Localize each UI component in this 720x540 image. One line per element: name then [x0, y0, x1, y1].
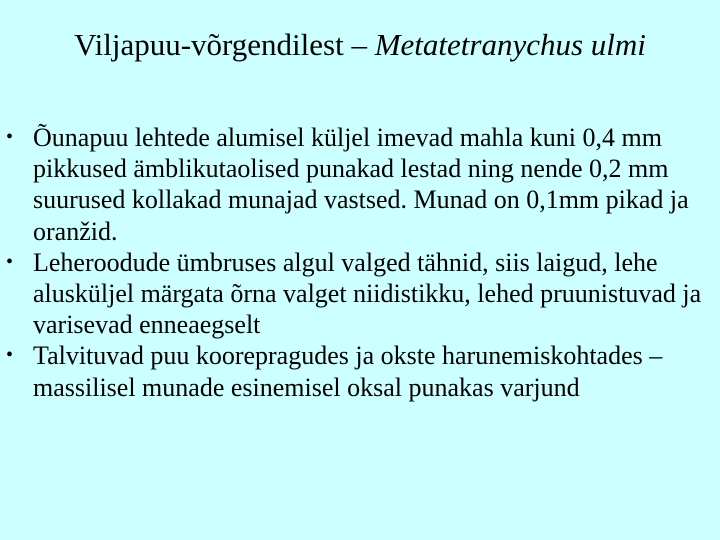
title-latin-name: Metatetranychus ulmi: [374, 27, 646, 62]
bullet-item: [0, 122, 720, 247]
bullet-item: [0, 340, 720, 402]
title-separator: –: [343, 27, 375, 62]
bullet-item: [0, 247, 720, 341]
bullet-dot-icon: •: [6, 344, 14, 367]
bullet-text: Talvituvad puu koorepragudes ja okste harunemiskohtades – massilisel munade esinemisel oksal punakas varjund: [33, 341, 663, 402]
bullet-dot-icon: •: [6, 126, 14, 148]
bullet-dot-icon: •: [6, 250, 14, 273]
bullet-list: [0, 122, 720, 403]
bullet-text: Leheroodude ümbruses algul valged tähnid, siis laigud, lehe alusküljel märgata õrna valget niidistikku, lehed pruunistuvad ja varisevad enneaegselt: [33, 247, 702, 340]
title-common-name: Viljapuu-võrgendilest: [74, 27, 344, 62]
slide-title: [0, 22, 720, 68]
bullet-text: Õunapuu lehtede alumisel küljel imevad mahla kuni 0,4 mm pikkused ämblikutaolised punakad lestad ning nende 0,2 mm suurused kollakad munajad vastsed. Munad on 0,1mm pikad ja oranžid.: [33, 123, 689, 246]
